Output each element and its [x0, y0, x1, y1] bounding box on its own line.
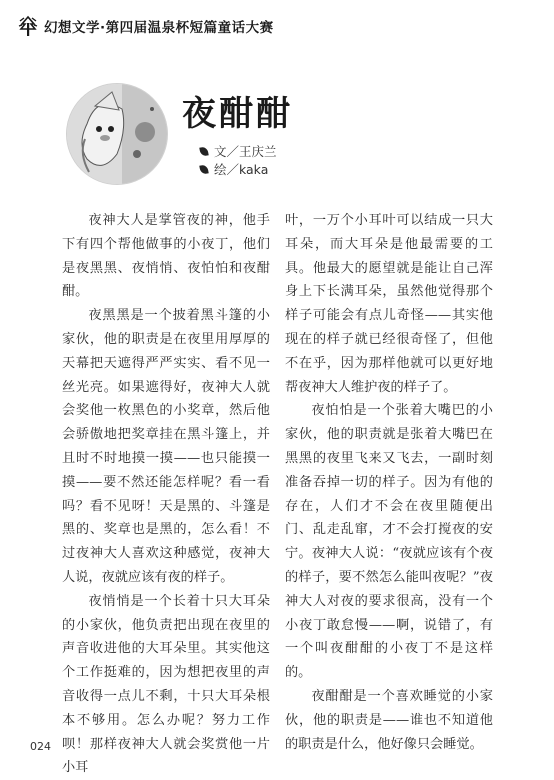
- illustration-drawing: [67, 84, 167, 184]
- illustrator-credit: [200, 160, 268, 178]
- page-number: 024: [30, 740, 51, 753]
- tree-logo-icon: [18, 15, 38, 37]
- paragraph: 夜神大人是掌管夜的神，他手下有四个帮他做事的小夜丁，他们是夜黑黑、夜悄悄、夜怕怕和夜酣酣。: [62, 213, 270, 300]
- leaf-bullet-icon: [199, 146, 208, 156]
- paragraph: 叶，一万个小耳叶可以结成一只大耳朵，而大耳朵是他最需要的工具。他最大的愿望就是能让自己浑身上下长满耳朵，虽然他觉得那个样子可能会有点儿奇怪——其实他现在的样子就已经很奇怪了，但他不在乎，因为那样他就可以更好地帮夜神大人维护夜的样子了。: [285, 213, 493, 395]
- paragraph: 夜黑黑是一个披着黑斗篷的小家伙，他的职责是在夜里用厚厚的天幕把天遮得严严实实、看不见一丝光亮。如果遮得好，夜神大人就会奖他一枚黑色的小奖章，然后他会骄傲地把奖章挂在黑斗篷上，并且时不时地摸一摸——也只能摸一摸——要不然还能怎样呢？看一看吗？看不见呀！天是黑的、斗篷是黑的、奖章也是黑的，怎么看！不过夜神大人喜欢这种感觉，夜神大人说，夜就应该有夜的样子。: [62, 308, 270, 585]
- illustrator-line: 绘／kaka: [214, 162, 269, 177]
- magazine-header: [18, 14, 274, 38]
- paragraph: 夜怕怕是一个张着大嘴巴的小家伙，他的职责就是张着大嘴巴在黑黑的夜里飞来又飞去，一副时刻准备吞掉一切的样子。因为有他的存在，人们才不会在夜里随便出门、乱走乱窜，才不会打搅夜的安宁。夜神大人说：“夜就应该有个夜的样子，要不然怎么能叫夜呢？”夜神大人对夜的要求很高，没有一个小夜丁敢怠慢——啊，说错了，有一个叫夜酣酣的小夜丁不是这样的。: [285, 403, 493, 681]
- paragraph: 夜酣酣是一个喜欢睡觉的小家伙，他的职责是——谁也不知道他的职责是什么，他好像只会睡觉。: [285, 688, 493, 752]
- article-title: 夜酣酣: [182, 94, 293, 134]
- right-text-column: [285, 209, 493, 756]
- header-text: 幻想文学·第四届温泉杯短篇童话大赛: [44, 20, 274, 36]
- story-illustration: [66, 83, 168, 185]
- leaf-bullet-icon: [199, 164, 208, 174]
- author-credit: [200, 142, 277, 160]
- paragraph: 夜悄悄是一个长着十只大耳朵的小家伙，他负责把出现在夜里的声音收进他的大耳朵里。其实他这个工作挺难的，因为想把夜里的声音收得一点儿不剩，十只大耳朵根本不够用。怎么办呢？努力工作呗！那样夜神大人就会奖赏他一片小耳: [62, 593, 270, 776]
- left-text-column: [62, 209, 270, 780]
- author-line: 文／王庆兰: [214, 144, 277, 159]
